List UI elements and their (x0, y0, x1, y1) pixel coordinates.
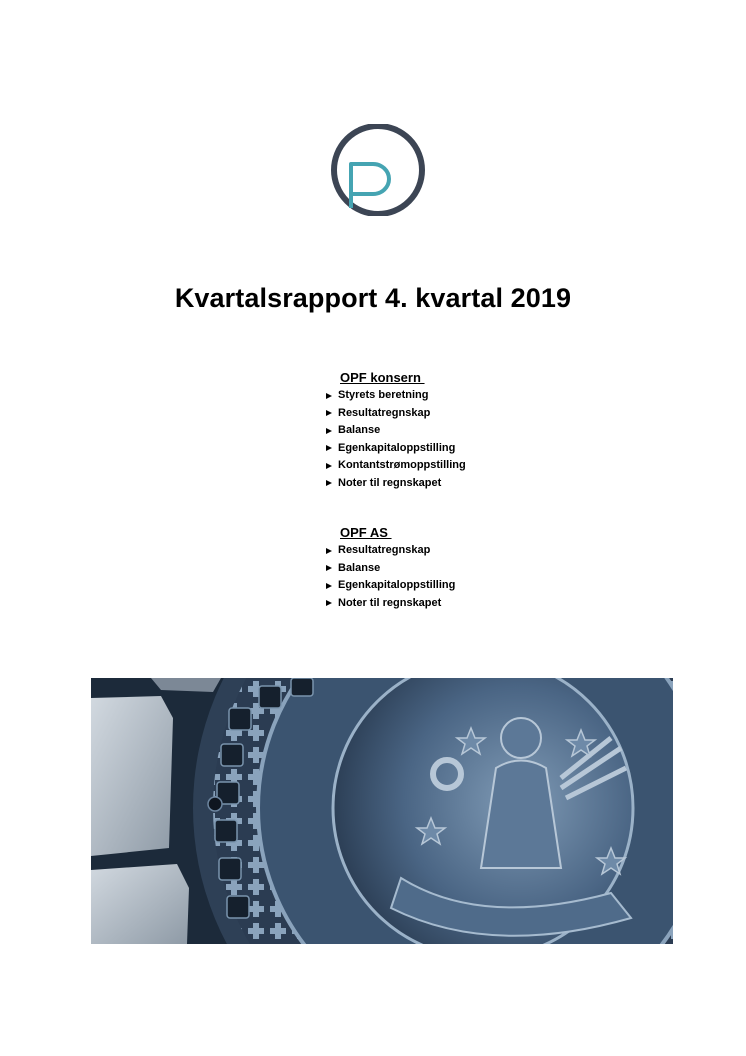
page-title: Kvartalsrapport 4. kvartal 2019 (174, 283, 572, 313)
triangle-bullet-icon (326, 393, 332, 399)
triangle-bullet-icon (326, 548, 332, 554)
triangle-bullet-icon (326, 583, 332, 589)
list-item (326, 457, 466, 475)
list-item-label: Noter til regnskapet (338, 596, 442, 609)
section-opf-konsern (326, 369, 466, 492)
section-heading: OPF konsern (340, 370, 425, 385)
triangle-bullet-icon (326, 445, 332, 451)
list-item (326, 440, 466, 458)
list-item (326, 577, 455, 595)
section-items-list (326, 387, 466, 492)
list-item-label: Noter til regnskapet (338, 476, 442, 489)
list-item (326, 595, 455, 613)
list-item-label: Balanse (338, 424, 381, 436)
list-item (326, 560, 455, 578)
list-item-label: Kontantstrømoppstilling (338, 459, 466, 471)
section-opf-as (326, 524, 455, 612)
triangle-bullet-icon (326, 565, 332, 571)
list-item (326, 387, 466, 405)
section-heading: OPF AS (340, 525, 392, 540)
manhole-cover-photo (91, 678, 673, 944)
list-item-label: Resultatregnskap (338, 406, 431, 419)
list-item (326, 475, 466, 493)
list-item-label: Styrets beretning (338, 389, 429, 401)
list-item (326, 542, 455, 560)
triangle-bullet-icon (326, 600, 332, 606)
list-item-label: Egenkapitaloppstilling (338, 579, 456, 591)
triangle-bullet-icon (326, 428, 332, 434)
triangle-bullet-icon (326, 410, 332, 416)
list-item-label: Balanse (338, 561, 381, 574)
triangle-bullet-icon (326, 480, 332, 486)
opf-logo-icon (329, 124, 427, 216)
list-item (326, 422, 466, 440)
list-item (326, 405, 466, 423)
section-items-list (326, 542, 455, 612)
triangle-bullet-icon (326, 463, 332, 469)
list-item-label: Resultatregnskap (338, 544, 431, 556)
list-item-label: Egenkapitaloppstilling (338, 441, 456, 454)
